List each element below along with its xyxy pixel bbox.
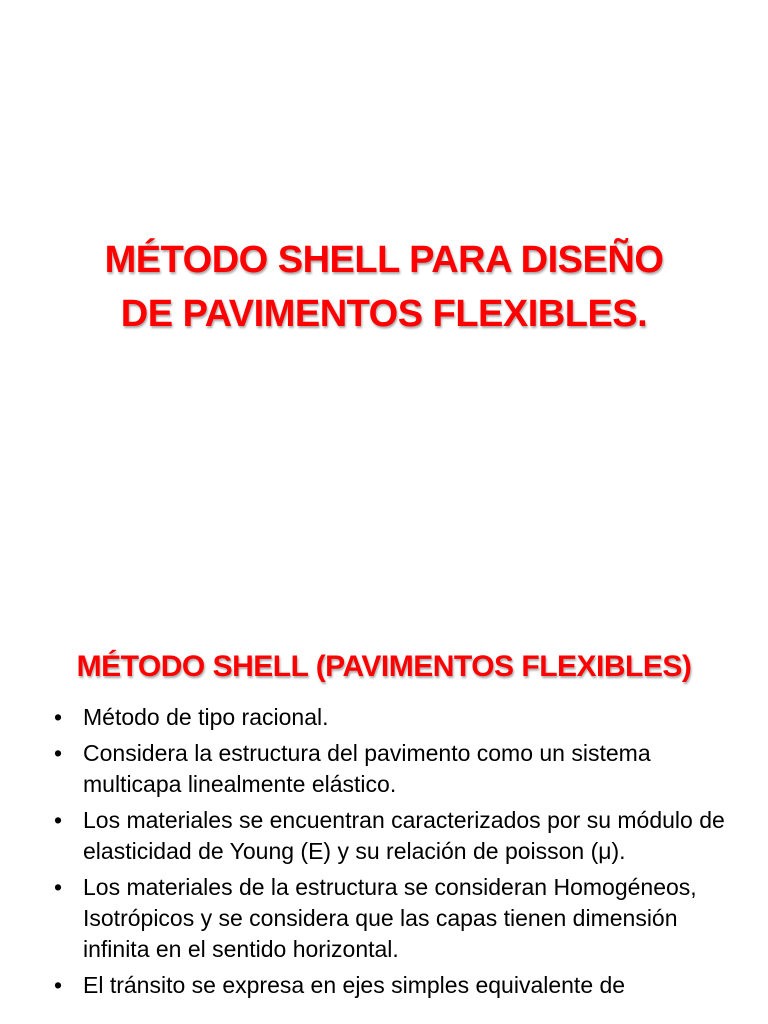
main-title	[40, 233, 728, 341]
bullet-dot-icon: •	[54, 704, 63, 730]
bullet-dot-icon: •	[54, 874, 63, 900]
bullet-item	[52, 738, 742, 800]
bullet-item	[52, 805, 742, 867]
bullet-text: Considera la estructura del pavimento como un sistema multicapa linealmente elástico.	[83, 740, 651, 797]
slide-content	[0, 576, 768, 1024]
bullet-dot-icon: •	[54, 972, 63, 998]
bullet-text: El tránsito se expresa en ejes simples equivalente de	[83, 972, 626, 998]
bullet-dot-icon: •	[54, 807, 63, 833]
bullet-item	[52, 702, 742, 733]
bullet-text: Los materiales se encuentran caracterizados por su módulo de elasticidad de Young (E) y su relación de poisson (μ).	[83, 807, 725, 864]
bullet-text: Método de tipo racional.	[83, 704, 329, 730]
bullet-text: Los materiales de la estructura se consideran Homogéneos, Isotrópicos y se considera que las capas tienen dimensión infinita en el sentido horizontal.	[83, 874, 697, 962]
bullet-item	[52, 970, 742, 1001]
bullet-dot-icon: •	[54, 740, 63, 766]
main-title-line-2: DE PAVIMENTOS FLEXIBLES.	[120, 293, 648, 336]
bullet-item	[52, 872, 742, 965]
bullet-list	[52, 702, 742, 1006]
slide-heading: MÉTODO SHELL (PAVIMENTOS FLEXIBLES)	[76, 649, 692, 683]
main-title-line-1: MÉTODO SHELL PARA DISEÑO	[104, 239, 664, 282]
